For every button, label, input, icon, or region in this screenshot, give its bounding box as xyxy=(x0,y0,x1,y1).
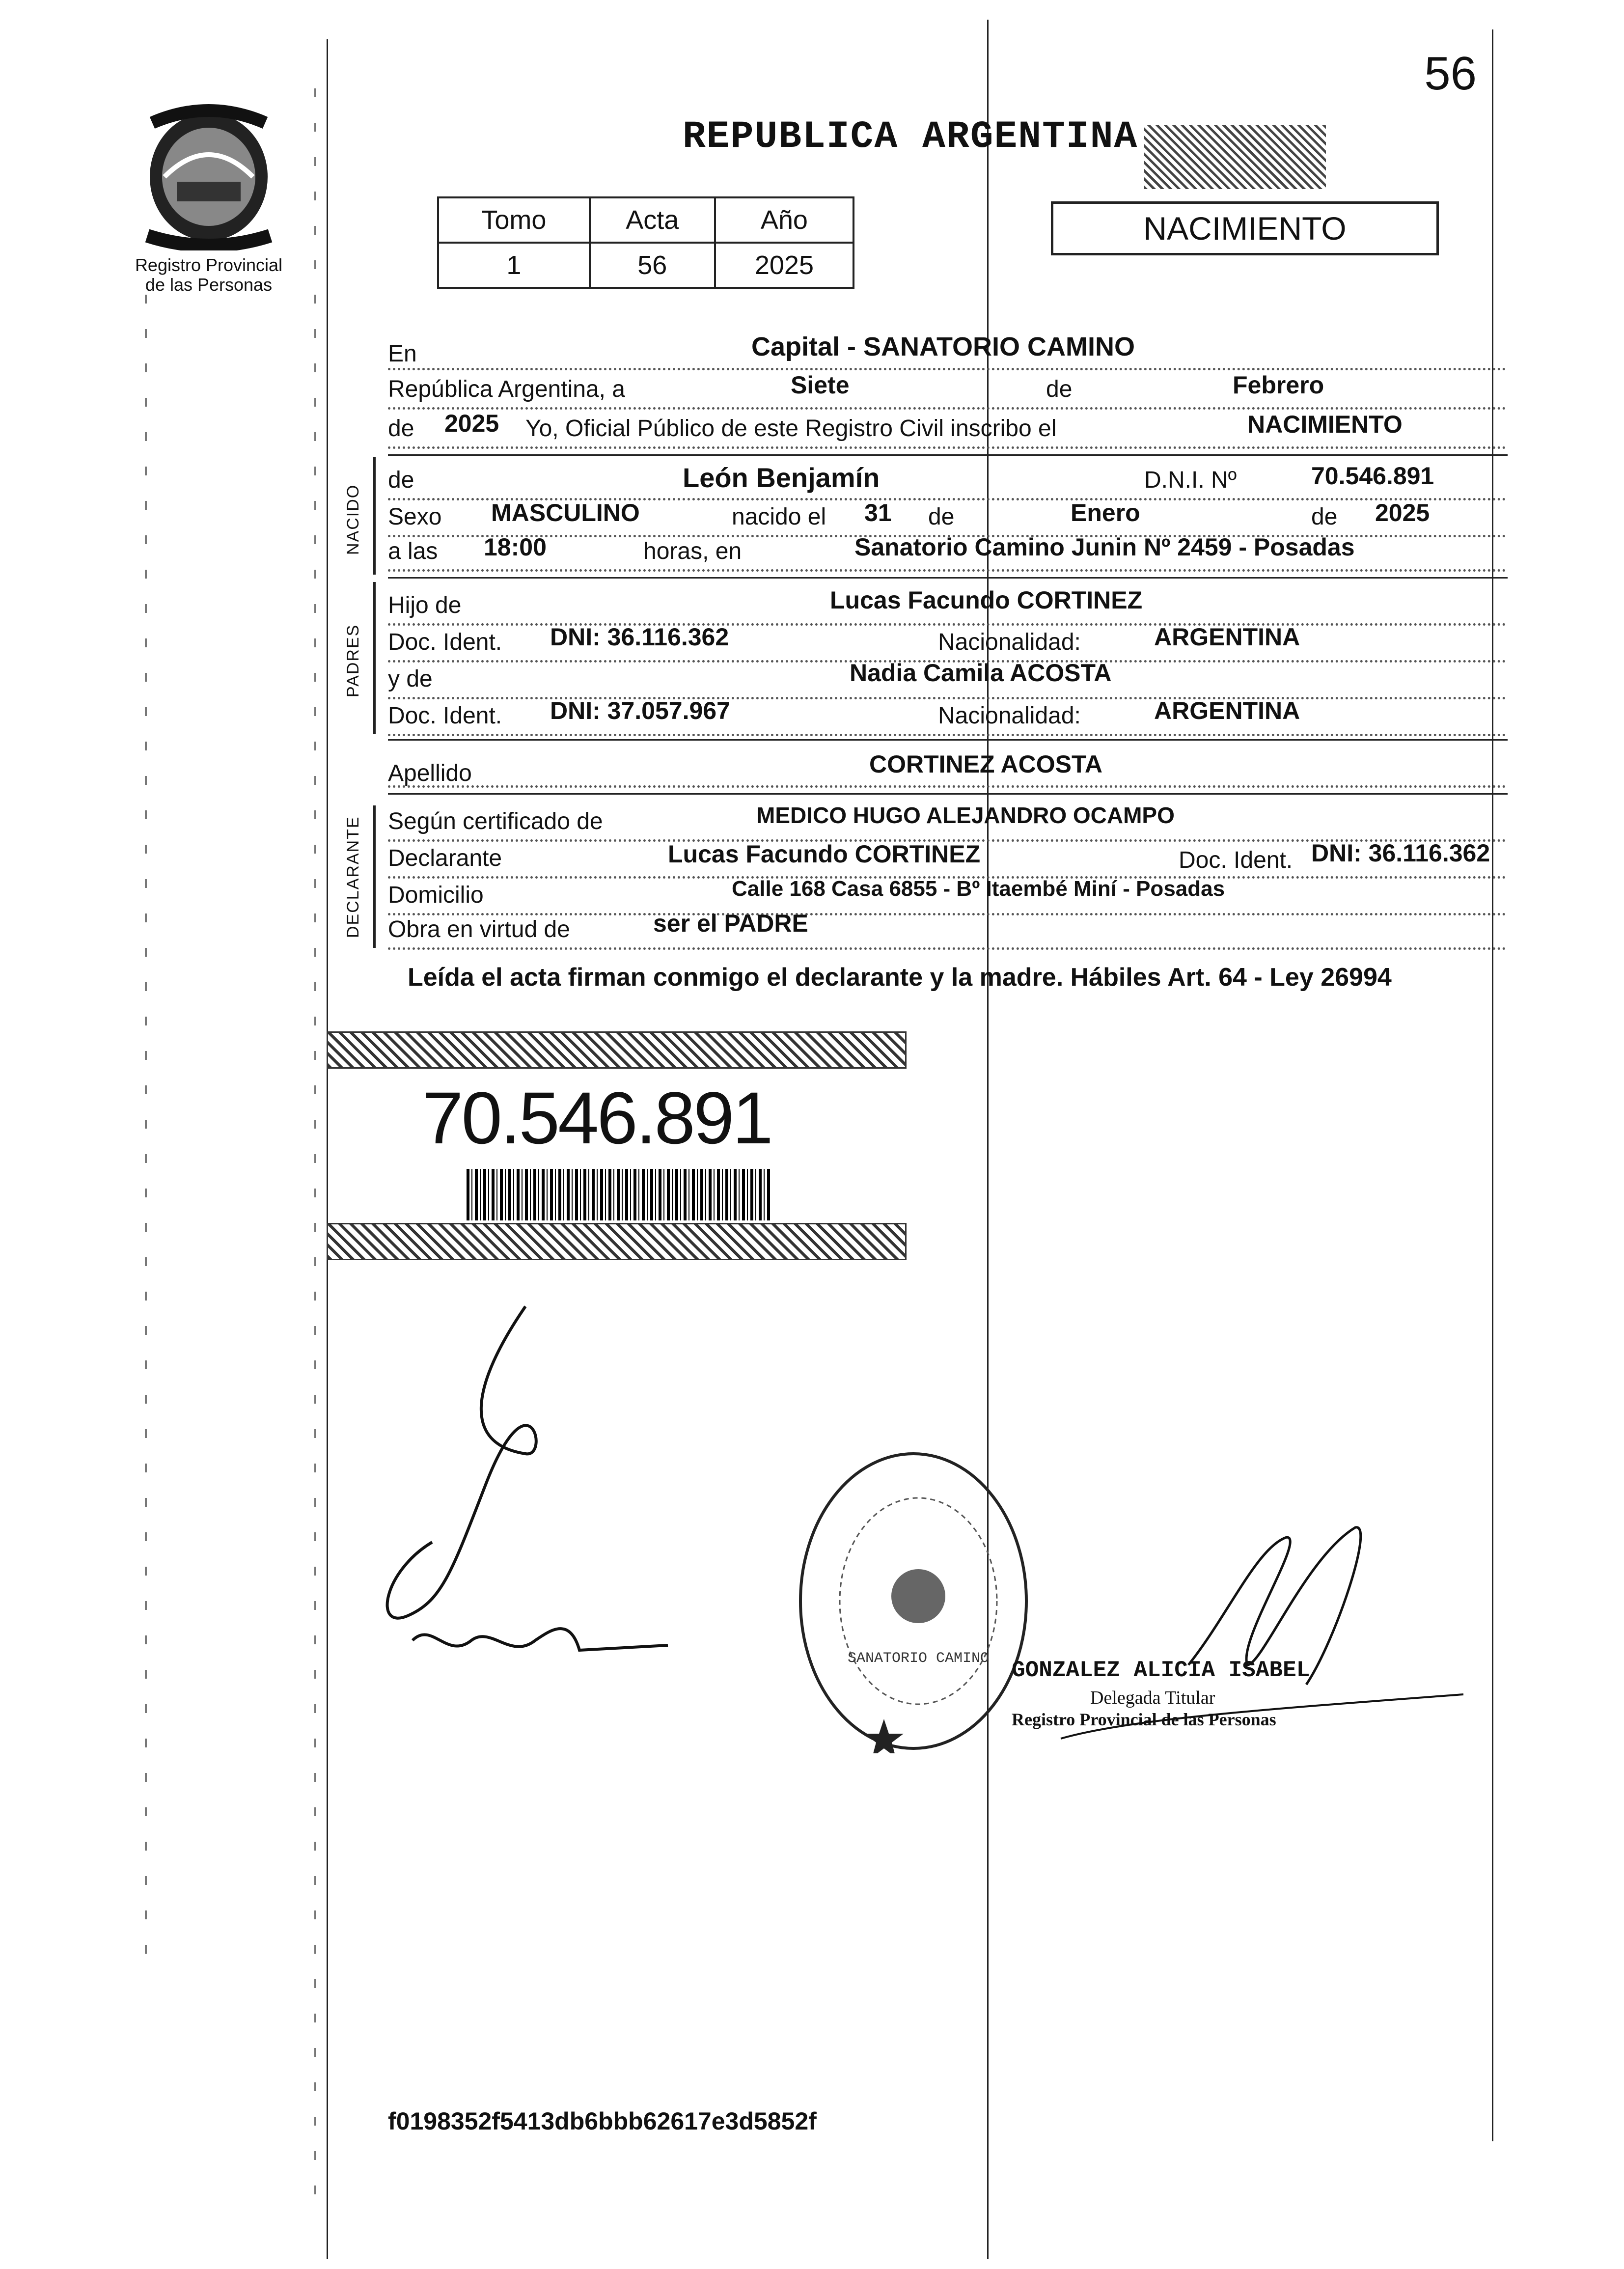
segun-label: Según certificado de xyxy=(388,808,603,834)
declarante-side-label: DECLARANTE xyxy=(344,816,362,938)
table-header-row xyxy=(438,197,853,243)
row-sexo xyxy=(388,499,1506,537)
declarante-doc-label: Doc. Ident. xyxy=(1179,847,1293,873)
security-band-bottom xyxy=(327,1223,907,1260)
table-cell: 1 xyxy=(438,243,590,288)
row-hora xyxy=(388,533,1506,572)
document-hash: f0198352f5413db6bbb62617e3d5852f xyxy=(388,2107,817,2135)
birth-day: 31 xyxy=(864,499,892,526)
stamp-inner-text: SANATORIO CAMINO xyxy=(847,1650,990,1667)
madre-nac-label: Nacionalidad: xyxy=(938,703,1081,729)
declarante-bracket xyxy=(373,805,376,948)
domicilio-value: Calle 168 Casa 6855 - Bº Itaembé Miní - Posadas xyxy=(732,877,1225,901)
madre-doc: DNI: 37.057.967 xyxy=(550,697,730,724)
apellido-label: Apellido xyxy=(388,760,472,786)
madre-name: Nadia Camila ACOSTA xyxy=(850,659,1112,687)
page-number: 56 xyxy=(1424,47,1477,100)
row-segun xyxy=(388,802,1506,842)
nacido-dni: 70.546.891 xyxy=(1311,462,1434,490)
sexo-value: MASCULINO xyxy=(491,499,640,526)
row-padre-doc xyxy=(388,623,1506,663)
official-signature xyxy=(1031,1518,1473,1773)
declarante-doc: DNI: 36.116.362 xyxy=(1311,839,1490,867)
security-band-top xyxy=(327,1031,907,1069)
en-value: Capital - SANATORIO CAMINO xyxy=(751,332,1135,361)
doc-type-label: NACIMIENTO xyxy=(1143,210,1347,247)
madre-doc-label: Doc. Ident. xyxy=(388,703,502,729)
declarante-label: Declarante xyxy=(388,845,502,871)
left-margin-line xyxy=(327,39,328,2259)
row-domicilio xyxy=(388,877,1506,915)
table-cell: 2025 xyxy=(715,243,853,288)
a-las-label: a las xyxy=(388,538,438,564)
republica-month: Febrero xyxy=(1233,371,1324,399)
birth-de-label: de xyxy=(928,504,955,530)
padres-bracket xyxy=(373,582,376,734)
table-header: Acta xyxy=(590,197,715,243)
row-obra xyxy=(388,910,1506,950)
table-cell: 56 xyxy=(590,243,715,288)
nacido-bracket xyxy=(373,457,376,575)
table-header: Año xyxy=(715,197,853,243)
horas-en-label: horas, en xyxy=(643,538,742,564)
tomo-acta-table xyxy=(437,196,854,289)
segun-value: MEDICO HUGO ALEJANDRO OCAMPO xyxy=(756,802,1175,828)
row-y-de xyxy=(388,659,1506,699)
year-value: 2025 xyxy=(444,410,499,437)
birth-hour: 18:00 xyxy=(484,533,547,561)
row-apellido xyxy=(388,750,1506,788)
title-stamp-pattern xyxy=(1144,125,1326,189)
left-dashes xyxy=(314,88,316,2200)
nacido-de-label: de xyxy=(388,467,414,493)
birth-year: 2025 xyxy=(1375,499,1430,526)
misiones-seal-icon xyxy=(118,103,300,250)
official-text: Yo, Oficial Público de este Registro Civil inscribo el xyxy=(525,415,1057,442)
row-year xyxy=(388,410,1506,449)
y-de-label: y de xyxy=(388,666,433,692)
birth-de-label2: de xyxy=(1311,504,1338,530)
document-title: REPUBLICA ARGENTINA xyxy=(683,115,1138,159)
official-name: GONZALEZ ALICIA ISABEL xyxy=(1012,1658,1310,1683)
logo-caption-line2: de las Personas xyxy=(145,275,273,295)
dni-label: D.N.I. Nº xyxy=(1144,467,1237,493)
nacido-name: León Benjamín xyxy=(683,462,880,493)
logo-caption xyxy=(110,255,307,295)
domicilio-label: Domicilio xyxy=(388,882,484,908)
official-office: Registro Provincial de las Personas xyxy=(1012,1710,1276,1729)
section-divider xyxy=(388,577,1508,579)
barcode xyxy=(467,1169,771,1220)
republica-label: República Argentina, a xyxy=(388,376,625,402)
outer-dashes xyxy=(145,295,147,1965)
doc-type-box xyxy=(1051,201,1439,255)
nacido-el-label: nacido el xyxy=(732,504,826,530)
row-en xyxy=(388,332,1506,370)
de-label: de xyxy=(1046,376,1073,402)
padre-nac: ARGENTINA xyxy=(1154,623,1300,651)
logo-caption-line1: Registro Provincial xyxy=(135,255,283,275)
official-title: Delegada Titular xyxy=(1090,1688,1215,1708)
province-logo xyxy=(118,103,300,250)
section-divider xyxy=(388,454,1508,456)
stamp-ring-text xyxy=(805,1650,1031,1667)
official-stamp xyxy=(786,1434,1031,1753)
hijo-de-label: Hijo de xyxy=(388,592,462,618)
padre-name: Lucas Facundo CORTINEZ xyxy=(830,586,1143,614)
padre-doc-label: Doc. Ident. xyxy=(388,629,502,655)
declarant-signature xyxy=(363,1297,717,1680)
declarante-value: Lucas Facundo CORTINEZ xyxy=(668,840,981,868)
row-hijo-de xyxy=(388,586,1506,626)
madre-nac: ARGENTINA xyxy=(1154,697,1300,724)
section-divider xyxy=(388,793,1508,795)
obra-label: Obra en virtud de xyxy=(388,916,570,942)
obra-value: ser el PADRE xyxy=(653,910,808,937)
padre-doc: DNI: 36.116.362 xyxy=(550,623,729,651)
big-number: 70.546.891 xyxy=(422,1077,771,1159)
apellido-value: CORTINEZ ACOSTA xyxy=(869,750,1102,778)
birth-month: Enero xyxy=(1071,499,1140,526)
sexo-label: Sexo xyxy=(388,504,442,530)
row-declarante xyxy=(388,839,1506,879)
row-republica xyxy=(388,371,1506,410)
padre-nac-label: Nacionalidad: xyxy=(938,629,1081,655)
row-madre-doc xyxy=(388,697,1506,736)
en-label: En xyxy=(388,341,417,367)
table-row xyxy=(438,243,853,288)
de2-label: de xyxy=(388,415,414,442)
section-divider xyxy=(388,739,1508,741)
table-header: Tomo xyxy=(438,197,590,243)
nacido-side-label: NACIDO xyxy=(344,484,362,555)
closing-text: Leída el acta firman conmigo el declarante y la madre. Hábiles Art. 64 - Ley 26994 xyxy=(408,963,1392,992)
padres-side-label: PADRES xyxy=(344,624,362,697)
republica-day: Siete xyxy=(791,371,850,399)
birth-place: Sanatorio Camino Junin Nº 2459 - Posadas xyxy=(854,533,1355,561)
row-nacido-name xyxy=(388,462,1506,500)
stamp-seal-icon xyxy=(786,1434,1031,1753)
inscribo-value: NACIMIENTO xyxy=(1247,411,1403,438)
